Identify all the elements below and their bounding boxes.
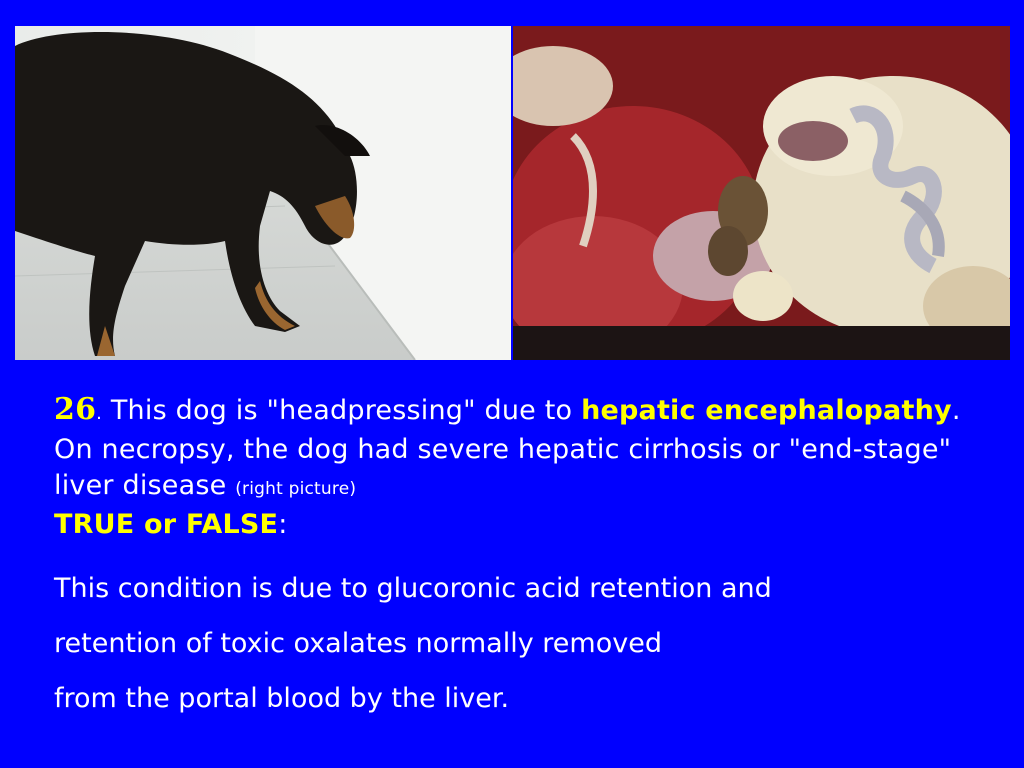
right-picture-note: (right picture)	[235, 479, 357, 499]
statement-line-3: from the portal blood by the liver.	[54, 683, 510, 714]
dog-headpressing-photo	[15, 26, 511, 360]
necropsy-liver-photo	[513, 26, 1010, 360]
hepatic-encephalopathy-highlight: hepatic encephalopathy	[581, 395, 952, 426]
question-text	[54, 392, 1004, 543]
question-text-part1: This dog is "headpressing" due to	[102, 395, 582, 426]
prompt-suffix: :	[278, 509, 288, 540]
statement-line-1: This condition is due to glucoronic acid retention and	[54, 573, 772, 604]
question-number: 26	[54, 392, 97, 427]
question-text-part2: . On necropsy, the dog had severe hepatic cirrhosis or "end-stage" liver disease	[54, 395, 961, 501]
question-number-punct: .	[96, 403, 103, 424]
statement-line-2: retention of toxic oxalates normally removed	[54, 628, 662, 659]
true-false-prompt: TRUE or FALSE	[54, 509, 279, 540]
